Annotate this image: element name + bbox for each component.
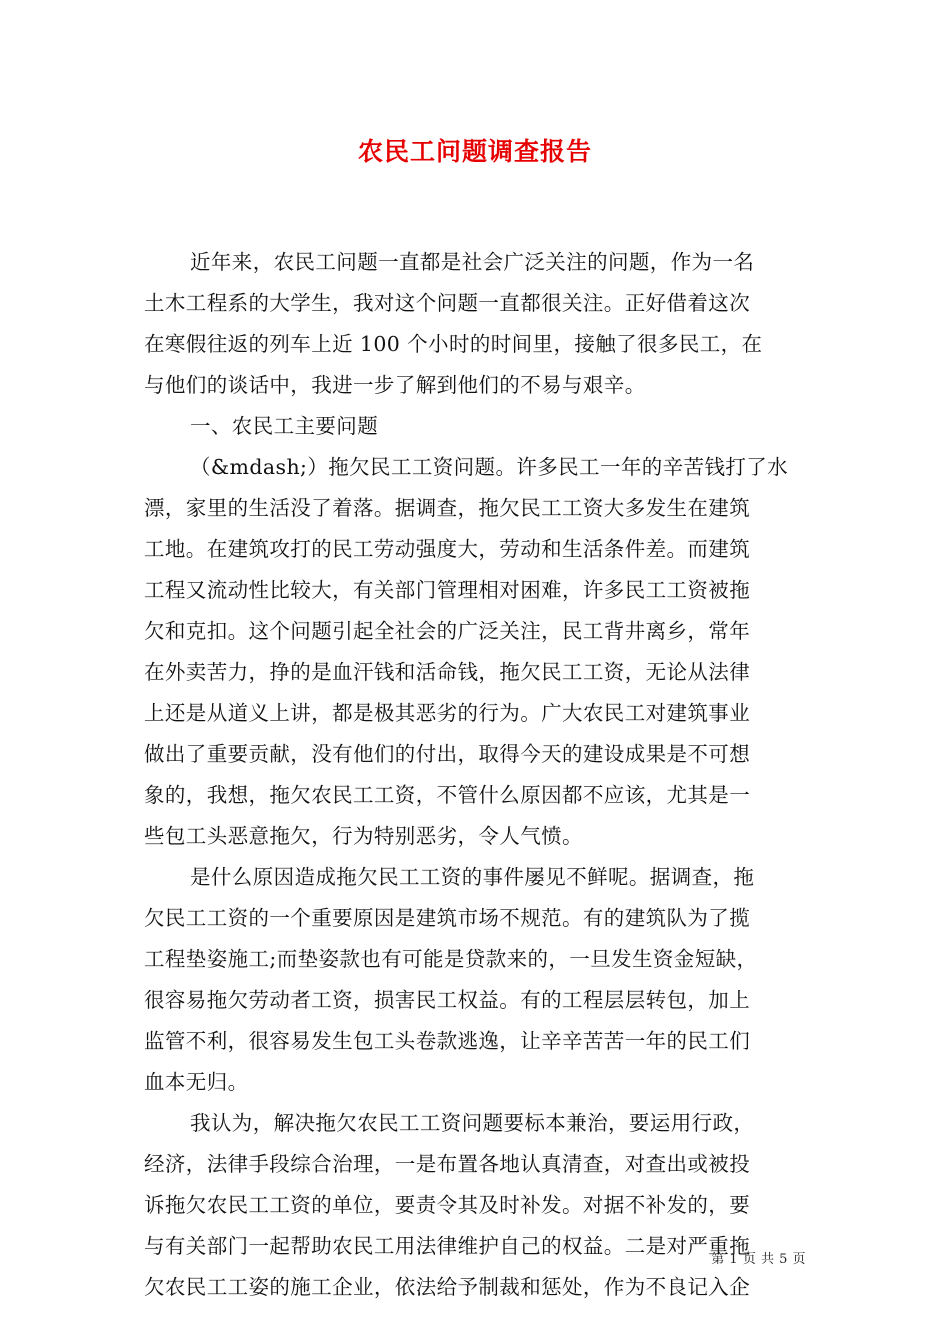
text-line: 监管不利，很容易发生包工头卷款逃逸，让辛辛苦苦一年的民工们 — [144, 1029, 751, 1053]
text-line: 工程又流动性比较大，有关部门管理相对困难，许多民工工资被拖 — [144, 578, 751, 602]
text-line: 近年来，农民工问题一直都是社会广泛关注的问题，作为一名 — [190, 250, 755, 274]
text-line: 经济，法律手段综合治理，一是布置各地认真清查，对查出或被投 — [144, 1152, 751, 1176]
document-body — [144, 242, 808, 1308]
text-line: 在寒假往返的列车上近 100 个小时的时间里，接触了很多民工，在 — [144, 332, 763, 356]
paragraph — [144, 857, 808, 1103]
text-line: 欠农民工工姿的施工企业，依法给予制裁和惩处，作为不良记入企 — [144, 1275, 751, 1299]
text-line: 诉拖欠农民工工资的单位，要责令其及时补发。对据不补发的，要 — [144, 1193, 751, 1217]
text-line: 欠民工工资的一个重要原因是建筑市场不规范。有的建筑队为了揽 — [144, 906, 751, 930]
paragraph — [144, 406, 808, 447]
text-line: 工程垫姿施工;而垫姿款也有可能是贷款来的，一旦发生资金短缺， — [144, 947, 758, 971]
paragraph — [144, 242, 808, 406]
text-line: 象的，我想，拖欠农民工工资，不管什么原因都不应该，尤其是一 — [144, 783, 751, 807]
text-line: 血本无归。 — [144, 1070, 249, 1094]
text-line: 一、农民工主要问题 — [190, 414, 379, 438]
paragraph — [144, 447, 808, 857]
document-title: 农民工问题调查报告 — [357, 137, 592, 166]
paragraph — [144, 1103, 808, 1308]
text-line: 很容易拖欠劳动者工资，损害民工权益。有的工程层层转包，加上 — [144, 988, 751, 1012]
text-line: 与有关部门一起帮助农民工用法律维护自己的权益。二是对严重拖 — [144, 1234, 751, 1258]
text-line: 我认为，解决拖欠农民工工资问题要标本兼治，要运用行政， — [190, 1111, 755, 1135]
text-line: 漂，家里的生活没了着落。据调查，拖欠民工工资大多发生在建筑 — [144, 496, 751, 520]
text-line: （&mdash;）拖欠民工工资问题。许多民工一年的辛苦钱打了水 — [190, 455, 789, 479]
text-line: 上还是从道义上讲，都是极其恶劣的行为。广大农民工对建筑事业 — [144, 701, 751, 725]
page-footer: 第 1 页 共 5 页 — [711, 1252, 806, 1267]
text-line: 是什么原因造成拖欠民工工资的事件屡见不鲜呢。据调查，拖 — [190, 865, 755, 889]
text-line: 与他们的谈话中，我进一步了解到他们的不易与艰辛。 — [144, 373, 646, 397]
text-line: 欠和克扣。这个问题引起全社会的广泛关注，民工背井离乡，常年 — [144, 619, 751, 643]
text-line: 工地。在建筑攻打的民工劳动强度大，劳动和生活条件差。而建筑 — [144, 537, 751, 561]
text-line: 在外卖苦力，挣的是血汗钱和活命钱，拖欠民工工资，无论从法律 — [144, 660, 751, 684]
text-line: 些包工头恶意拖欠，行为特别恶劣，令人气愤。 — [144, 824, 583, 848]
text-line: 土木工程系的大学生，我对这个问题一直都很关注。正好借着这次 — [144, 291, 751, 315]
text-line: 做出了重要贡献，没有他们的付出，取得今天的建设成果是不可想 — [144, 742, 751, 766]
